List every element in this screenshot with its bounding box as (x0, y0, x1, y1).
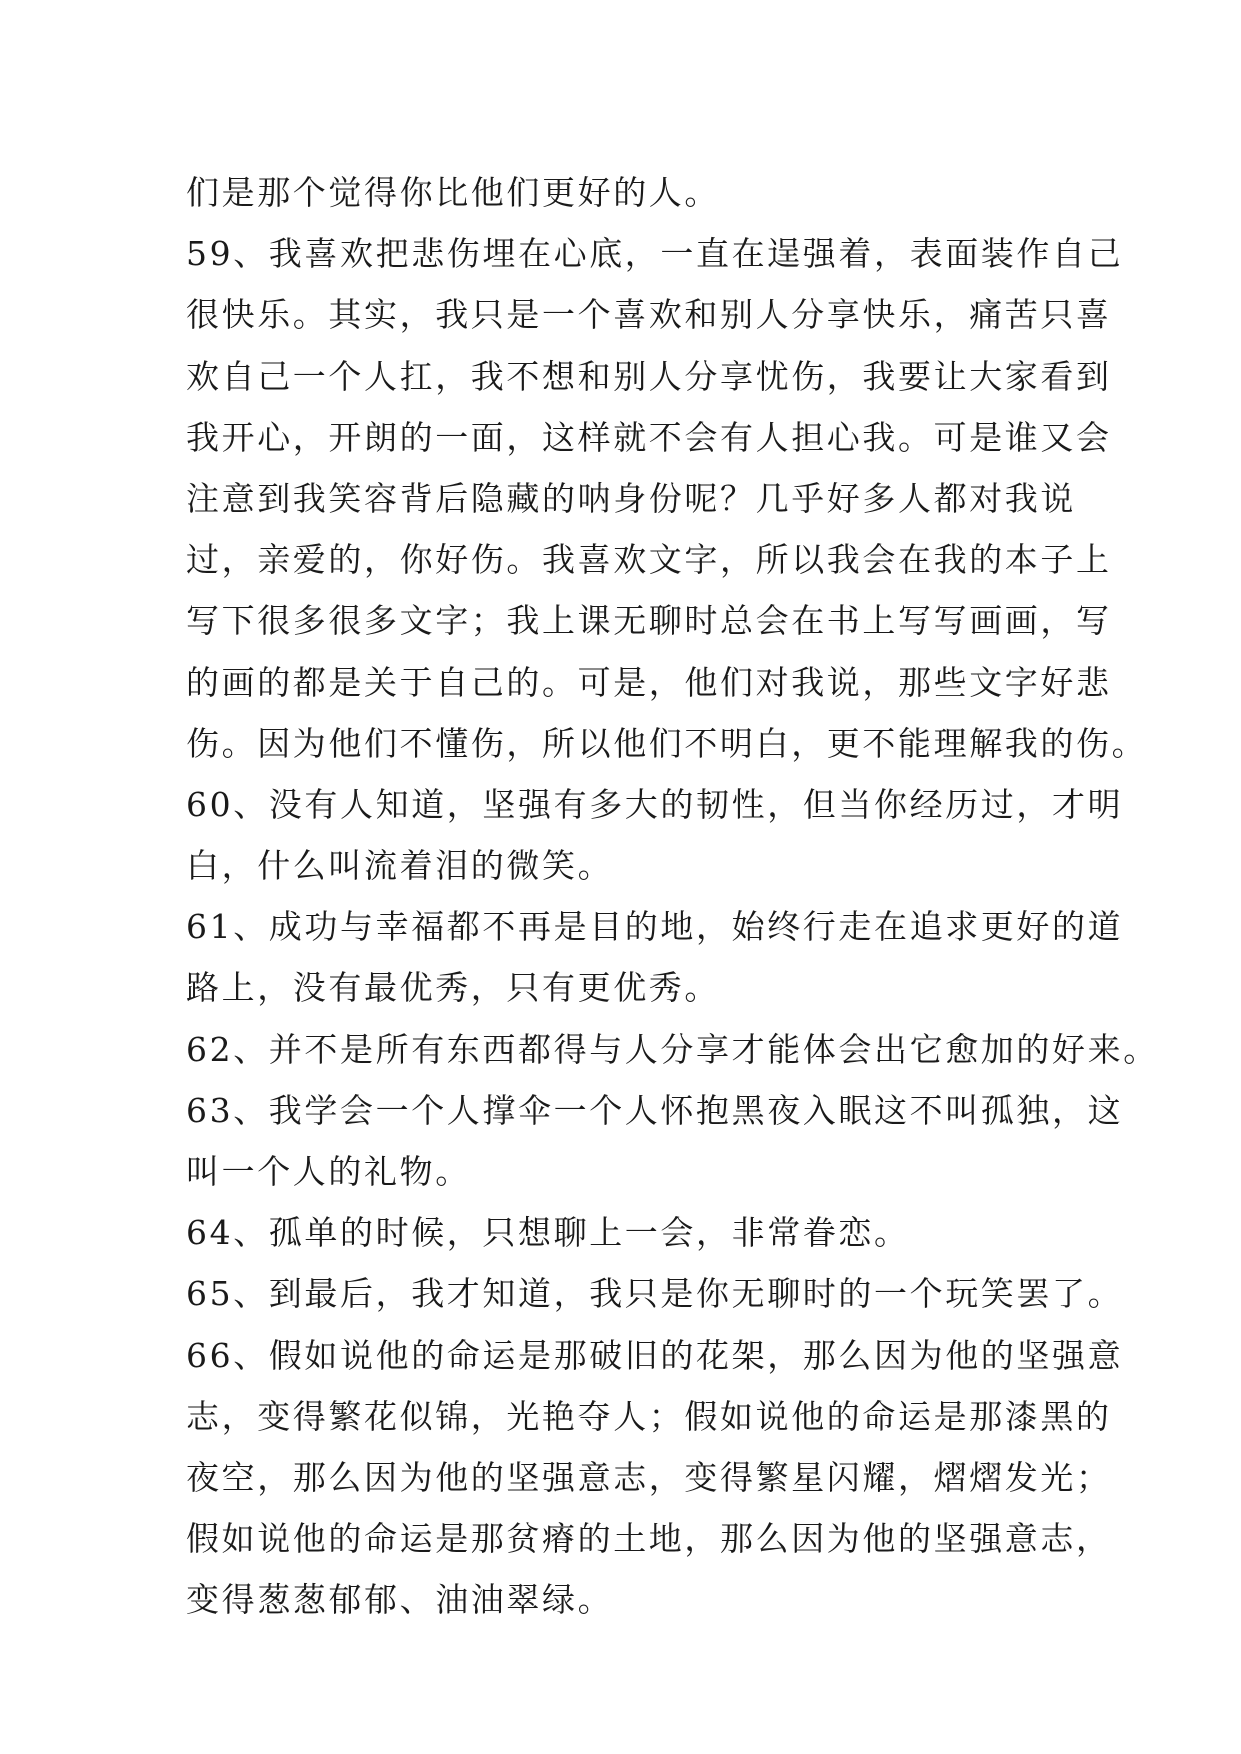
text-line: 假如说他的命运是那贫瘠的土地，那么因为他的坚强意志， (186, 1519, 1112, 1559)
text-line: 路上，没有最优秀，只有更优秀。 (186, 968, 720, 1008)
text-line: 59、我喜欢把悲伤埋在心底，一直在逞强着，表面装作自己 (186, 234, 1124, 274)
text-line: 欢自己一个人扛，我不想和别人分享忧伤，我要让大家看到 (186, 356, 1112, 396)
body-text (186, 162, 1159, 1631)
text-line: 过，亲爱的，你好伤。我喜欢文字，所以我会在我的本子上 (186, 540, 1112, 580)
text-line: 志，变得繁花似锦，光艳夺人；假如说他的命运是那漆黑的 (186, 1396, 1112, 1436)
text-line: 变得葱葱郁郁、油油翠绿。 (186, 1580, 614, 1620)
text-line: 注意到我笑容背后隐藏的呐身份呢？几乎好多人都对我说 (186, 478, 1076, 518)
text-line: 们是那个觉得你比他们更好的人。 (186, 173, 720, 212)
text-line: 叫一个人的礼物。 (186, 1152, 471, 1191)
text-line: 写下很多很多文字；我上课无聊时总会在书上写写画画，写 (186, 601, 1112, 641)
text-line: 60、没有人知道，坚强有多大的韧性，但当你经历过，才明 (186, 784, 1124, 824)
text-line: 62、并不是所有东西都得与人分享才能体会出它愈加的好来。 (186, 1029, 1159, 1069)
text-line: 我开心，开朗的一面，这样就不会有人担心我。可是谁又会 (186, 417, 1112, 457)
text-line: 很快乐。其实，我只是一个喜欢和别人分享快乐，痛苦只喜 (186, 295, 1112, 335)
text-line: 61、成功与幸福都不再是目的地，始终行走在追求更好的道 (186, 907, 1124, 947)
text-line: 夜空，那么因为他的坚强意志，变得繁星闪耀，熠熠发光； (186, 1457, 1112, 1497)
text-line: 伤。因为他们不懂伤，所以他们不明白，更不能理解我的伤。 (186, 723, 1148, 763)
text-line: 65、到最后，我才知道，我只是你无聊时的一个玩笑罢了。 (186, 1274, 1124, 1314)
text-line: 64、孤单的时候，只想聊上一会，非常眷恋。 (186, 1213, 910, 1253)
text-line: 的画的都是关于自己的。可是，他们对我说，那些文字好悲 (186, 662, 1112, 702)
text-line: 63、我学会一个人撑伞一个人怀抱黑夜入眠这不叫孤独，这 (186, 1090, 1124, 1130)
text-line: 白，什么叫流着泪的微笑。 (186, 846, 614, 886)
text-line: 66、假如说他的命运是那破旧的花架，那么因为他的坚强意 (186, 1335, 1124, 1375)
